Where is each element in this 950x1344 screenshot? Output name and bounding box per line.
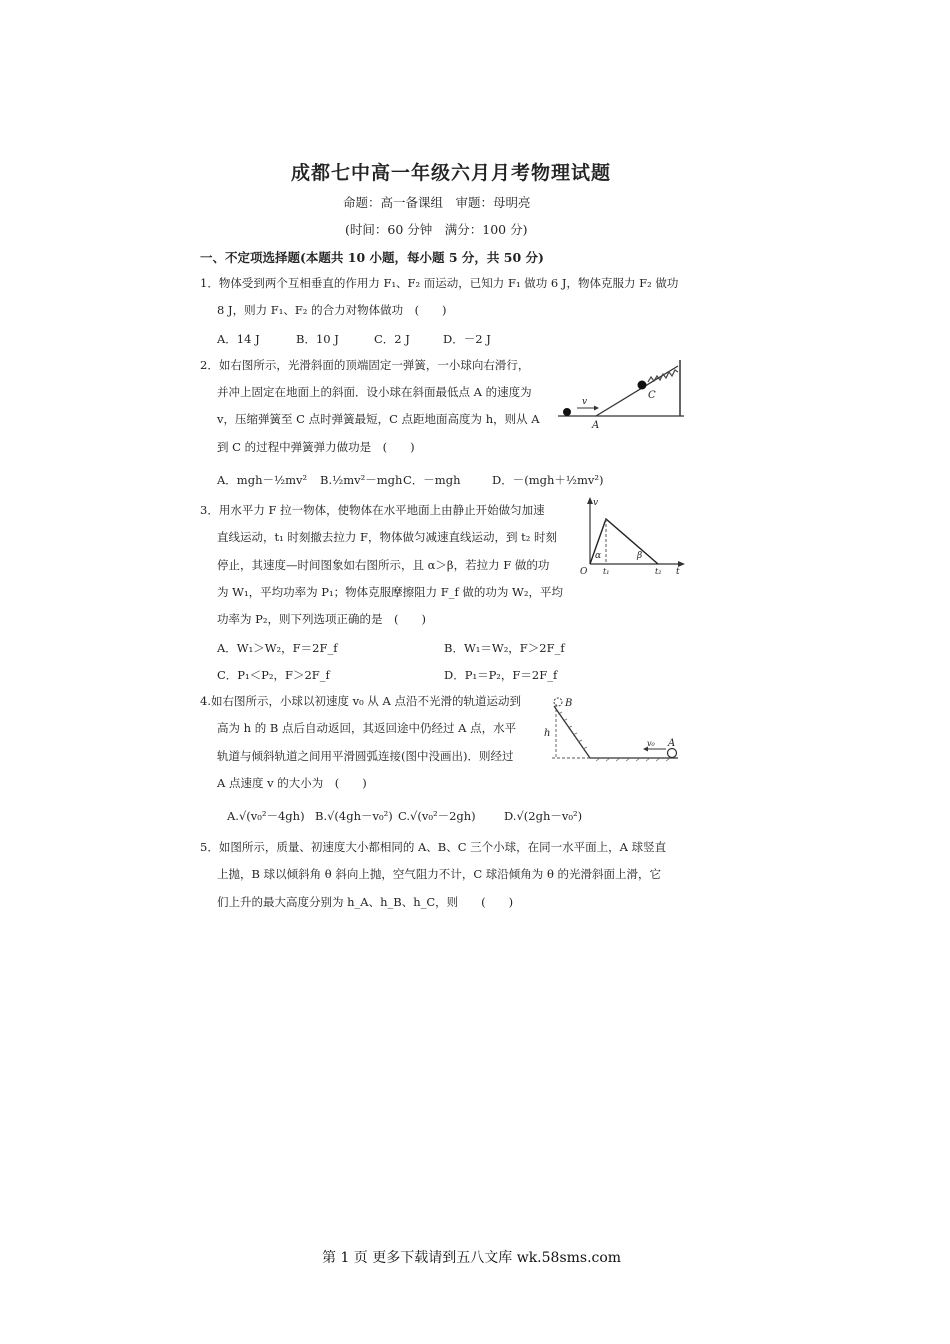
q2-option-b: B.½mv²－mgh bbox=[320, 473, 403, 487]
q3-label-beta: β bbox=[637, 551, 643, 561]
q2-option-c: C．－mgh bbox=[403, 473, 461, 487]
section-heading: 一、不定项选择题(本题共 10 小题，每小题 5 分，共 50 分) bbox=[200, 250, 544, 265]
q2-label-c: C bbox=[648, 390, 656, 401]
q4-option-d: D.√(2gh－v₀²) bbox=[504, 809, 583, 823]
q4-option-c: C.√(v₀²－2gh) bbox=[398, 809, 476, 823]
q3-option-a: A．W₁＞W₂，F＝2F_f bbox=[217, 641, 338, 655]
question-3-line-4: 为 W₁，平均功率为 P₁；物体克服摩擦阻力 F_f 做的功为 W₂，平均 bbox=[217, 585, 563, 599]
exam-time-score: (时间：60 分钟 满分：100 分) bbox=[345, 222, 528, 237]
q3-option-c: C．P₁＜P₂，F＞2F_f bbox=[217, 668, 330, 682]
q2-ball-start bbox=[563, 408, 571, 416]
q2-incline-line bbox=[596, 366, 678, 416]
q1-option-b: B．10 J bbox=[296, 332, 339, 346]
q2-label-v: v bbox=[582, 397, 588, 407]
question-5-line-2: 上抛，B 球以倾斜角 θ 斜向上抛，空气阻力不计，C 球沿倾角为 θ 的光滑斜面上滑，它 bbox=[217, 867, 662, 881]
question-1-line-1: 1．物体受到两个互相垂直的作用力 F₁、F₂ 而运动，已知力 F₁ 做功 6 J，物体克服力 F₂ 做功 bbox=[200, 276, 679, 290]
q2-incline-spring-figure bbox=[556, 352, 696, 432]
q4-label-v0: v₀ bbox=[647, 739, 655, 748]
question-3-line-3: 停止，其速度—时间图象如右图所示，且 α＞β，若拉力 F 做的功 bbox=[217, 558, 550, 572]
q4-ball-b bbox=[554, 698, 562, 706]
question-4-line-3: 轨道与倾斜轨道之间用平滑圆弧连接(图中没画出)．则经过 bbox=[217, 749, 514, 763]
q2-option-a: A．mgh－½mv² bbox=[217, 473, 308, 487]
q2-ball-c bbox=[638, 381, 647, 390]
q3-label-t2: t₂ bbox=[655, 567, 662, 576]
q4-label-h: h bbox=[544, 728, 551, 739]
q2-option-d: D．－(mgh＋½mv²) bbox=[492, 473, 604, 487]
q4-ball-a bbox=[668, 749, 677, 758]
question-2-line-1: 2．如右图所示，光滑斜面的顶端固定一弹簧，一小球向右滑行， bbox=[200, 358, 530, 372]
question-4-line-1: 4.如右图所示，小球以初速度 v₀ 从 A 点沿不光滑的轨道运动到 bbox=[200, 694, 522, 708]
q3-option-d: D．P₁＝P₂，F＝2F_f bbox=[444, 668, 558, 682]
exam-authors: 命题：高一备课组 审题：母明亮 bbox=[343, 195, 531, 210]
q3-label-alpha: α bbox=[595, 551, 602, 561]
question-5-line-3: 们上升的最大高度分别为 h_A、h_B、h_C，则 ( ) bbox=[217, 895, 514, 909]
q1-option-d: D．－2 J bbox=[443, 332, 491, 346]
question-2-line-4: 到 C 的过程中弹簧弹力做功是 ( ) bbox=[217, 440, 415, 454]
q1-option-c: C．2 J bbox=[374, 332, 410, 346]
q4-track-figure bbox=[540, 692, 690, 764]
q1-option-a: A．14 J bbox=[217, 332, 260, 346]
question-4-line-4: A 点速度 v 的大小为 ( ) bbox=[217, 776, 367, 790]
q4-option-a: A.√(v₀²－4gh) bbox=[227, 809, 305, 823]
question-2-line-2: 并冲上固定在地面上的斜面．设小球在斜面最低点 A 的速度为 bbox=[217, 385, 532, 399]
q3-option-b: B．W₁＝W₂，F＞2F_f bbox=[444, 641, 565, 655]
q3-label-o: O bbox=[580, 567, 588, 577]
q4-option-b: B.√(4gh－v₀²) bbox=[315, 809, 393, 823]
q3-label-v: v bbox=[593, 498, 599, 508]
q4-label-b: B bbox=[565, 698, 573, 709]
q3-velocity-time-graph bbox=[576, 494, 688, 578]
question-5-line-1: 5．如图所示，质量、初速度大小都相同的 A、B、C 三个小球，在同一水平面上，A 球竖直 bbox=[200, 840, 667, 854]
question-3-line-2: 直线运动，t₁ 时刻撤去拉力 F，物体做匀减速直线运动，到 t₂ 时刻 bbox=[217, 530, 558, 544]
question-3-line-1: 3．用水平力 F 拉一物体，使物体在水平地面上由静止开始做匀加速 bbox=[200, 503, 545, 517]
q3-label-t: t bbox=[676, 567, 680, 577]
question-3-line-5: 功率为 P₂，则下列选项正确的是 ( ) bbox=[217, 612, 426, 626]
q3-label-t1: t₁ bbox=[603, 567, 610, 576]
q4-label-a: A bbox=[668, 738, 676, 749]
question-2-line-3: v，压缩弹簧至 C 点时弹簧最短，C 点距地面高度为 h，则从 A bbox=[217, 412, 540, 426]
question-1-line-2: 8 J，则力 F₁、F₂ 的合力对物体做功 ( ) bbox=[217, 303, 447, 317]
q2-spring bbox=[648, 370, 678, 382]
q2-velocity-arrowhead bbox=[594, 406, 599, 411]
q4-incline-track bbox=[554, 706, 590, 758]
page-footer: 第 1 页 更多下载请到五八文库 wk.58sms.com bbox=[322, 1250, 622, 1266]
question-4-line-2: 高为 h 的 B 点后自动返回，其返回途中仍经过 A 点，水平 bbox=[217, 721, 517, 735]
q2-label-a: A bbox=[592, 420, 600, 431]
page-title: 成都七中高一年级六月月考物理试题 bbox=[291, 162, 612, 184]
